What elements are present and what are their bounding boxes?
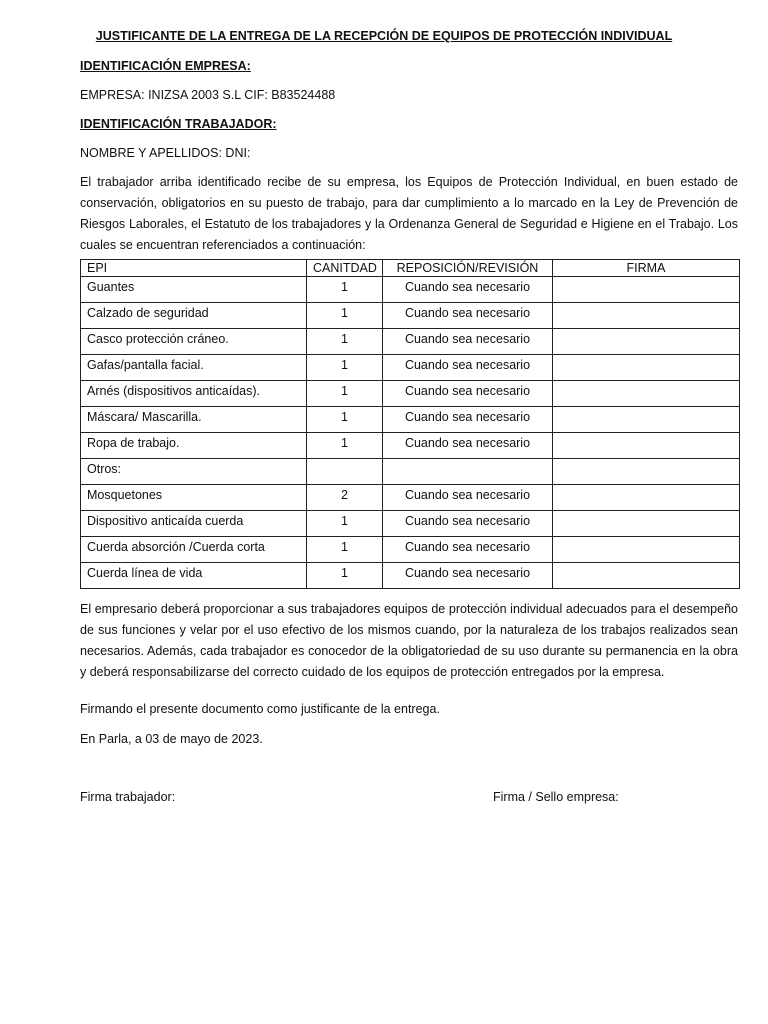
cell-epi: Máscara/ Mascarilla. (81, 407, 307, 433)
cell-reposicion: Cuando sea necesario (383, 303, 553, 329)
cell-firma[interactable] (553, 563, 740, 589)
cell-cantidad: 1 (307, 381, 383, 407)
cell-reposicion: Cuando sea necesario (383, 511, 553, 537)
cell-cantidad: 1 (307, 355, 383, 381)
cell-firma[interactable] (553, 355, 740, 381)
worker-info: NOMBRE Y APELLIDOS: DNI: (80, 146, 251, 160)
cell-firma[interactable] (553, 407, 740, 433)
cell-cantidad: 1 (307, 537, 383, 563)
table-row (81, 407, 740, 433)
cell-epi: Cuerda absorción /Cuerda corta (81, 537, 307, 563)
table-row (81, 381, 740, 407)
table-row (81, 433, 740, 459)
cell-epi: Casco protección cráneo. (81, 329, 307, 355)
cell-epi: Mosquetones (81, 485, 307, 511)
table-header-row (81, 260, 740, 277)
table-row (81, 329, 740, 355)
cell-reposicion: Cuando sea necesario (383, 381, 553, 407)
cell-cantidad: 1 (307, 563, 383, 589)
cell-reposicion: Cuando sea necesario (383, 485, 553, 511)
cell-epi: Ropa de trabajo. (81, 433, 307, 459)
cell-firma[interactable] (553, 381, 740, 407)
cell-cantidad: 1 (307, 511, 383, 537)
cell-epi: Otros: (81, 459, 307, 485)
table-row (81, 485, 740, 511)
cell-reposicion: Cuando sea necesario (383, 433, 553, 459)
cell-reposicion: Cuando sea necesario (383, 537, 553, 563)
company-info: EMPRESA: INIZSA 2003 S.L CIF: B83524488 (80, 88, 336, 102)
header-epi: EPI (81, 260, 307, 277)
cell-cantidad: 1 (307, 329, 383, 355)
cell-epi: Dispositivo anticaída cuerda (81, 511, 307, 537)
header-reposicion: REPOSICIÓN/REVISIÓN (383, 260, 553, 277)
table-row (81, 355, 740, 381)
cell-firma[interactable] (553, 485, 740, 511)
cell-epi: Cuerda línea de vida (81, 563, 307, 589)
intro-paragraph: El trabajador arriba identificado recibe de su empresa, los Equipos de Protección Individual, en buen estado de conservación, obligatorios en su puesto de trabajo, para dar cumplimiento a lo marcado en la Ley de Prevención de Riesgos Laborales, el Estatuto de los trabajadores y la Ordenanza General de Seguridad e Higiene en el Trabajo. Los cuales se encuentran referenciados a continuación: (80, 175, 738, 252)
cell-firma[interactable] (553, 277, 740, 303)
table-row (81, 303, 740, 329)
signing-note: Firmando el presente documento como justificante de la entrega. (80, 702, 440, 716)
table-row (81, 537, 740, 563)
cell-reposicion (383, 459, 553, 485)
cell-epi: Arnés (dispositivos anticaídas). (81, 381, 307, 407)
table-row (81, 563, 740, 589)
cell-firma[interactable] (553, 511, 740, 537)
cell-firma[interactable] (553, 537, 740, 563)
header-firma: FIRMA (553, 260, 740, 277)
obligation-paragraph: El empresario deberá proporcionar a sus trabajadores equipos de protección individual adecuados para el desempeño de sus funciones y velar por el uso efectivo de los mismos cuando, por la naturaleza de los trabajos realizados sean necesarios. Además, cada trabajador es conocedor de la obligatoriedad de su uso durante su permanencia en la obra y deberá responsabilizarse del correcto cuidado de los equipos de protección entregados por la empresa. (80, 602, 738, 679)
worker-heading: IDENTIFICACIÓN TRABAJADOR: (80, 117, 277, 131)
cell-reposicion: Cuando sea necesario (383, 277, 553, 303)
company-signature-label: Firma / Sello empresa: (493, 790, 619, 804)
cell-reposicion: Cuando sea necesario (383, 563, 553, 589)
cell-reposicion: Cuando sea necesario (383, 355, 553, 381)
cell-firma[interactable] (553, 433, 740, 459)
table-row (81, 277, 740, 303)
cell-firma[interactable] (553, 329, 740, 355)
table-row (81, 459, 740, 485)
header-cantidad: CANITDAD (307, 260, 383, 277)
cell-epi: Calzado de seguridad (81, 303, 307, 329)
place-date: En Parla, a 03 de mayo de 2023. (80, 732, 263, 746)
epi-table (80, 259, 740, 589)
company-heading: IDENTIFICACIÓN EMPRESA: (80, 59, 251, 73)
cell-epi: Guantes (81, 277, 307, 303)
cell-cantidad: 1 (307, 277, 383, 303)
cell-epi: Gafas/pantalla facial. (81, 355, 307, 381)
cell-firma[interactable] (553, 459, 740, 485)
cell-reposicion: Cuando sea necesario (383, 329, 553, 355)
document-title: JUSTIFICANTE DE LA ENTREGA DE LA RECEPCIÓN DE EQUIPOS DE PROTECCIÓN INDIVIDUAL (95, 29, 673, 43)
cell-cantidad: 1 (307, 303, 383, 329)
table-row (81, 511, 740, 537)
cell-cantidad: 2 (307, 485, 383, 511)
cell-cantidad: 1 (307, 433, 383, 459)
cell-cantidad (307, 459, 383, 485)
cell-reposicion: Cuando sea necesario (383, 407, 553, 433)
cell-cantidad: 1 (307, 407, 383, 433)
worker-signature-label: Firma trabajador: (80, 790, 176, 804)
cell-firma[interactable] (553, 303, 740, 329)
